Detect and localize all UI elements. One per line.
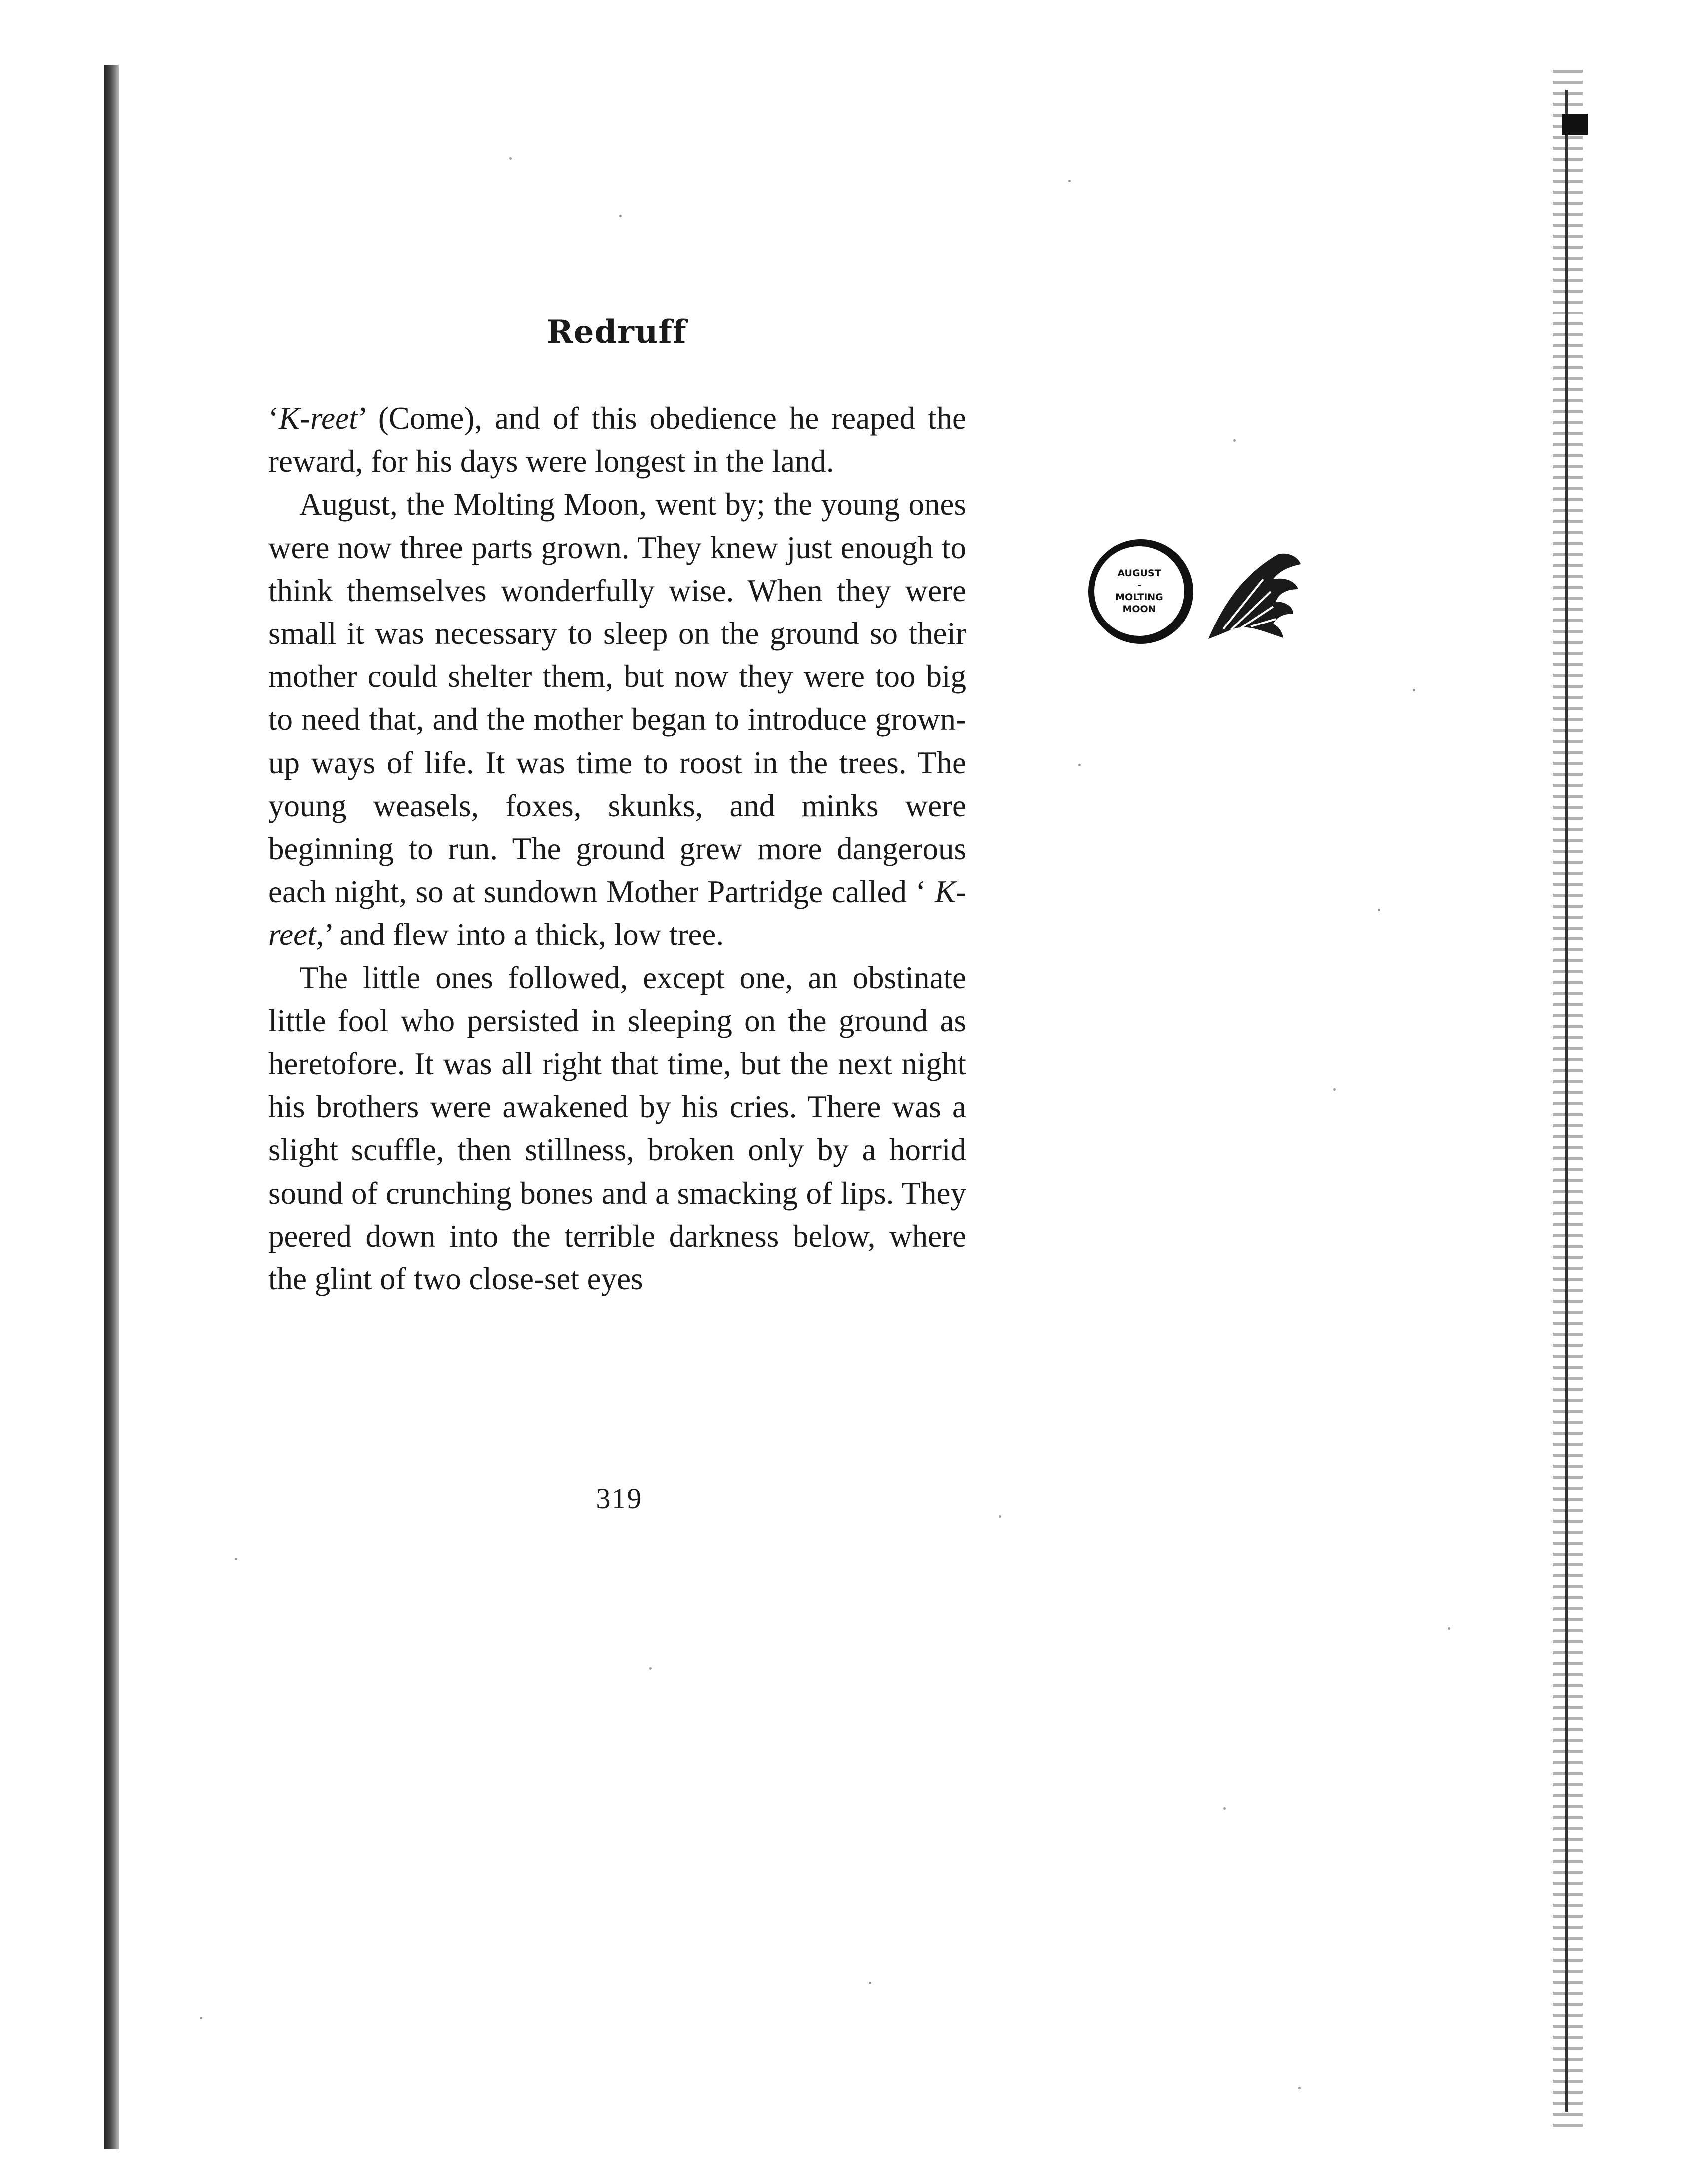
page-edge-line — [1565, 90, 1568, 2112]
speck — [1223, 1807, 1226, 1810]
moon-label-line-1: AUGUST — [1117, 568, 1161, 579]
binding-shadow — [104, 65, 119, 2149]
speck — [1378, 909, 1380, 911]
paragraph-1: ‘K-reet’ (Come), and of this obedience he reaped the reward, for his days were longest in the land. — [268, 401, 966, 479]
moon-label — [1094, 546, 1184, 636]
paragraph-1-italic: K-reet — [278, 401, 358, 436]
moon-label-line-3: MOLTING — [1115, 592, 1163, 603]
speck — [1298, 2087, 1301, 2089]
speck — [619, 215, 622, 217]
paragraph-2-text-a: August, the Molting Moon, went by; the young ones were now three parts grown. They knew just enough to think themselves wonderfully wise. When they were small it was necessary to sleep on the ground so their mother could shelter them, but now they were too big to need that, and the mother began to introduce grown-up ways of life. It was time to roost in the trees. The young weasels, foxes, skunks, and minks were beginning to run. The ground grew more dangerous each night, so at sundown Mother Partridge called — [268, 487, 966, 910]
speck — [200, 2017, 202, 2019]
paragraph-2: August, the Molting Moon, went by; the young ones were now three parts grown. They knew just enough to think themselves wonderfully wise. When they were small it was necessary to sleep on the ground so their mother could shelter them, but now they were too big to need that, and the mother began to introduce grown-up ways of life. It was time to roost in the trees. The young weasels, foxes, skunks, and minks were beginning to run. The ground grew more dangerous each night, so at sundown Mother Partridge called ‘ K-reet,’ and flew into a thick, low tree. — [268, 487, 966, 952]
speck — [869, 1982, 871, 1984]
speck — [509, 157, 512, 160]
speck — [1413, 689, 1415, 691]
speck — [1233, 439, 1236, 442]
paragraph-3: The little ones followed, except one, an obstinate little fool who persisted in sleeping on the ground as heretofore. It was all right that time, but the next night his brothers were awakened by his cries. There was a slight scuffle, then stillness, broken only by a horrid sound of crunching bones and a smacking of lips. They peered down into the terrible darkness below, where the glint of two close-set eyes — [268, 960, 966, 1297]
speck — [1333, 1088, 1336, 1091]
speck — [235, 1558, 237, 1560]
paragraph-2-text-b: and flew into a thick, low tree. — [332, 917, 724, 952]
paragraph-2-italic: K-reet, — [268, 874, 966, 952]
speck — [1448, 1627, 1450, 1630]
body-text — [268, 397, 966, 1300]
running-head: Redruff — [546, 313, 687, 351]
wing-icon — [1203, 544, 1303, 644]
paragraph-1-text: (Come), and of this obedience he reaped the reward, for his days were longest in the land. — [268, 401, 966, 479]
page-number: 319 — [596, 1482, 643, 1515]
moon-label-line-2: - — [1137, 580, 1141, 591]
speck — [1068, 180, 1071, 182]
molting-moon-vignette — [1088, 534, 1313, 654]
moon-icon — [1088, 539, 1193, 644]
moon-label-line-4: MOON — [1122, 604, 1156, 615]
speck — [1078, 764, 1081, 766]
speck — [999, 1515, 1001, 1518]
speck — [649, 1667, 652, 1670]
page-edge-mark — [1562, 114, 1588, 135]
